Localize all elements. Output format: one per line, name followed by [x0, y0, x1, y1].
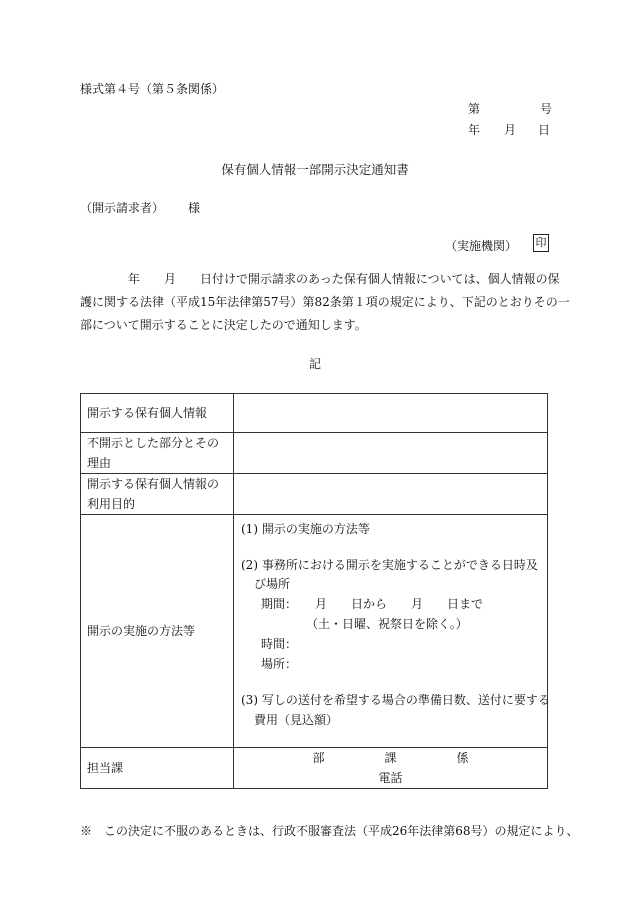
method-period: 期間： 月 日から 月 日まで: [261, 597, 484, 611]
issue-date: [468, 121, 550, 138]
method-item1: (1) 開示の実施の方法等: [241, 522, 370, 536]
row3-label-line1: 開示する保有個人情報の: [87, 477, 220, 491]
form-number: 様式第４号（第５条関係）: [80, 82, 225, 96]
department-line: 部 課 係: [312, 751, 469, 765]
method-details: [234, 515, 550, 747]
seal-mark: 印: [533, 234, 549, 252]
details-table: [80, 393, 548, 789]
method-item2-line2: び場所: [254, 577, 291, 591]
row4-label-cell: [81, 515, 234, 748]
row4-label: 開示の実施の方法等: [87, 624, 196, 638]
row2-label-cell: [81, 433, 234, 474]
method-cell: [234, 515, 548, 748]
method-item3-line2: 費用（見込額）: [254, 713, 339, 727]
method-period-note: （土・日曜、祝祭日を除く。）: [306, 617, 468, 631]
date-day: 日: [538, 123, 551, 137]
body-line-3: 部について開示することに決定したので通知します。: [80, 318, 367, 332]
method-item2-line1: (2) 事務所における開示を実施することができる日時及: [241, 558, 538, 572]
date-month: 月: [504, 123, 517, 137]
appeal-note: ※ この決定に不服のあるときは、行政不服審査法（平成26年法律第68号）の規定により、: [80, 824, 579, 838]
row3-value-cell: [234, 474, 548, 515]
requester-label: （開示請求者）: [80, 201, 165, 215]
row2-label-line1: 不開示とした部分とその: [87, 436, 220, 450]
row3-label-cell: [81, 474, 234, 515]
phone-label: 電話: [378, 771, 403, 785]
document-number-prefix: 第: [468, 102, 481, 116]
table-row: [81, 474, 548, 515]
body-line-1: 年 月 日付けで開示請求のあった保有個人情報については、個人情報の保: [80, 272, 560, 286]
document-number: [468, 100, 552, 117]
requester-line: [80, 199, 200, 216]
table-row: [81, 748, 548, 789]
row5-label-cell: [81, 748, 234, 789]
table-row: [81, 515, 548, 748]
agency-label: （実施機関）: [445, 239, 518, 253]
contact-cell: [234, 748, 548, 789]
row1-value-cell: [234, 394, 548, 433]
row2-label-line2: 理由: [87, 456, 112, 470]
row3-label-line2: 利用目的: [87, 497, 136, 511]
document-number-suffix: 号: [540, 102, 553, 116]
method-item3-line1: (3) 写しの送付を希望する場合の準備日数、送付に要する: [241, 693, 550, 707]
ki-heading: 記: [308, 357, 321, 371]
method-place: 場所：: [261, 657, 298, 671]
row1-label: 開示する保有個人情報: [87, 406, 208, 420]
table-row: [81, 433, 548, 474]
date-year: 年: [468, 123, 481, 137]
notice-body: [80, 268, 570, 337]
document-title: 保有個人情報一部開示決定通知書: [221, 162, 409, 177]
body-line-2: 護に関する法律（平成15年法律第57号）第82条第１項の規定により、下記のとおりその一: [80, 295, 570, 309]
requester-honorific: 様: [188, 201, 201, 215]
row5-label: 担当課: [87, 761, 124, 775]
method-time: 時間：: [261, 637, 298, 651]
table-row: [81, 394, 548, 433]
row1-label-cell: [81, 394, 234, 433]
row2-value-cell: [234, 433, 548, 474]
